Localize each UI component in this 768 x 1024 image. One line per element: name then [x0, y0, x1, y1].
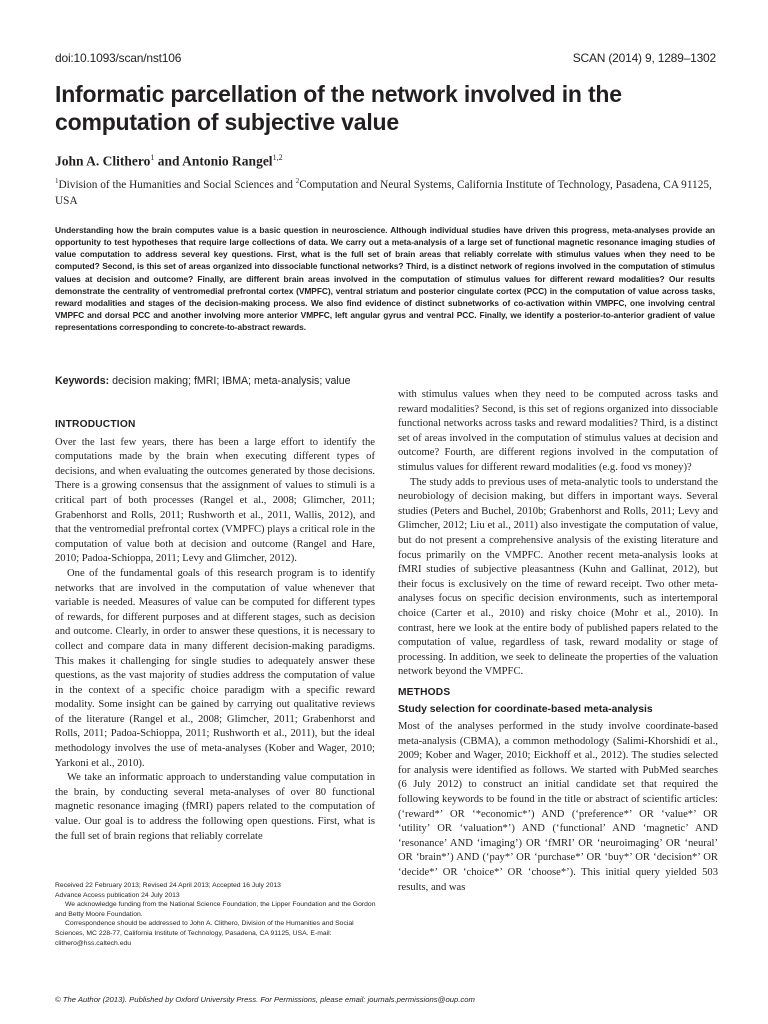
body-paragraph: with stimulus values when they need to be computed across tasks and reward modalities? Second, is this set of regions organized into dissociable functional networks across tasks and reward modalities? Third, is a distinct set of areas involved in the computation of stimulus values at decision and outcome? Fourth, are different regions involved in the computation of stimulus values for different reward modalities (e.g. food vs money)? [398, 389, 718, 473]
affiliation-text: Division of the Humanities and Social Sciences and [58, 178, 296, 191]
abstract: Understanding how the brain computes value is a basic question in neuroscience. Although individual studies have driven this progress, meta-analyses provide an opportunity to test hypotheses that require large collections of data. We carry out a meta-analysis of a large set of functional magnetic resonance imaging studies of value computation to address several key questions. First, what is the full set of brain areas that reliably correlate with stimulus values when they need to be computed? Second, is this set of areas organized into dissociable functional networks? Third, is a distinct network of regions involved in the computation of stimulus values at decision and outcome? Finally, are different brain areas involved in the computation of stimulus values for different reward modalities? Our results demonstrate the centrality of ventromedial prefrontal cortex (VMPFC), ventral striatum and posterior cingulate cortex (PCC) in the computation of value across tasks, reward modalities and stages of the decision-making process. We also find evidence of distinct subnetworks of co-activation within VMPFC, one involving central VMPFC and dorsal PCC and another involving more anterior VMPFC, left angular gyrus and ventral PCC. Finally, we identify a posterior-to-anterior gradient of value representations corresponding to concrete-to-abstract rewards. [55, 225, 715, 333]
keywords-label: Keywords: [55, 375, 110, 387]
section-heading-methods: METHODS [398, 686, 451, 698]
author-name: John A. Clithero [55, 153, 151, 169]
body-paragraph: One of the fundamental goals of this research program is to identify networks that are involved in the computation of value whenever that variable is needed. Measures of value can be computed for different types of rewards, for different purposes and at different stages, such as decision and outcome. Clearly, in order to answer these questions, it is necessary to collect and compare data in many different decision-making paradigms. This makes it challenging for single studies to adequately answer these questions, as the vast majority of studies address the computation of value in the context of a specific choice paradigm with a specific reward modality. Some insight can be gained by carrying out qualitative reviews of the literature (Rangel et al., 2008; Glimcher, 2011; Grabenhorst and Rolls, 2011; Padoa-Schioppa, 2011; Rushworth et al., 2011), but the ideal methodology involves the use of meta-analyses (Kober and Wager, 2010; Yarkoni et al., 2010). [55, 567, 375, 769]
affiliations [55, 173, 715, 209]
affiliation-text: Computation and Neural Systems, California Institute of Technology, Pasadena, CA 91125, USA [55, 178, 712, 207]
section-heading-introduction: INTRODUCTION [55, 419, 136, 430]
author-name: Antonio Rangel [182, 153, 273, 169]
funding-note: We acknowledge funding from the National Science Foundation, the Lipper Foundation and the Gordon and Betty Moore Foundation. [55, 901, 376, 918]
body-paragraph: Most of the analyses performed in the study involve coordinate-based meta-analysis (CBMA), a common methodology (Salimi-Khorshidi et al., 2009; Kober and Wager, 2010; Eickhoff et al., 2012). The studies selected for analysis were identified as follows. We started with PubMed searches (6 July 2012) to construct an initial candidate set that required the following keywords to be found in the title or abstract of scientific articles: (‘reward*’ OR ‘*economic*’) AND (‘preference*’ OR ‘value*’ OR ‘utility’ OR ‘valuation*’) AND (‘functional’ AND ‘magnetic’ AND ‘resonance’ AND ‘imaging’) OR ‘fMRI’ OR ‘neuroimaging’ OR ‘neural’ OR ‘brain*’) AND (‘pay*’ OR ‘purchase*’ OR ‘buy*’ OR ‘decision*’ OR ‘decide*’ OR ‘choice*’ OR ‘choose*’). This initial query yielded 503 results, and was [398, 721, 718, 893]
author-conjunction: and [154, 153, 183, 169]
right-column [398, 388, 718, 895]
advance-access: Advance Access publication 24 July 2013 [55, 891, 180, 899]
body-paragraph: Over the last few years, there has been a large effort to identify the computations made by the brain when executing different types of decisions, and when evaluating the outcomes generated by those decisions. There is a growing consensus that the assignment of values to stimuli is a critical part of both processes (Rangel et al., 2008; Glimcher, 2011; Grabenhorst and Rolls, 2011; Rushworth et al., 2011, Wallis, 2012), and that the ventromedial prefrontal cortex (VMPFC) plays a critical role in the computation of value both at decision and outcome (Rangel and Hare, 2010; Padoa-Schioppa, 2011; Levy and Glimcher, 2012). [55, 436, 375, 565]
author-affiliation-marker: 1,2 [272, 153, 283, 162]
affiliation-marker: 1 [55, 177, 59, 185]
doi-label: doi:10.1093/scan/nst106 [55, 51, 182, 65]
body-paragraph: The study adds to previous uses of meta-analytic tools to understand the neurobiology of decision making, but differs in important ways. Several studies (Peters and Buchel, 2010b; Grabenhorst and Rolls, 2011; Levy and Glimcher, 2012; Liu et al., 2011) also investigate the computation of value, but do not present a comprehensive analysis of the existing literature and focus primarily on the VMPFC. Another recent meta-analysis looks at fMRI studies of subjective pleasantness (Kuhn and Gallinat, 2012), but their focus is exclusively on the time of reward receipt. Two other meta-analyses focus on specific decision environments, such as intertemporal choice (Carter et al., 2010) and risky choice (Mohr et al., 2010). In contrast, here we look at the entire body of published papers related to the computation of value, regardless of task, reward modality or stage of processing. In addition, we seek to delineate the properties of the valuation network beyond the VMPFC. [398, 476, 718, 678]
body-paragraph: We take an informatic approach to understanding value computation in the brain, by conducting several meta-analyses of over 80 functional magnetic resonance imaging (fMRI) papers related to the computation of value. Our goal is to address the following open questions. First, what is the full set of brain regions that reliably correlate [55, 772, 375, 842]
author-list [55, 153, 283, 170]
copyright-line: © The Author (2013). Published by Oxford University Press. For Permissions, please email: journals.permissions@oup.com [55, 995, 475, 1004]
author-affiliation-marker: 1 [150, 153, 155, 162]
article-title: Informatic parcellation of the network involved in the computation of subjective value [55, 81, 622, 135]
keywords-text: decision making; fMRI; IBMA; meta-analysis; value [109, 375, 351, 387]
footnotes [55, 881, 380, 948]
subsection-heading: Study selection for coordinate-based meta-analysis [398, 704, 653, 716]
correspondence-note: Correspondence should be addressed to John A. Clithero, Division of the Humanities and Social Sciences, MC 228-77, California Institute of Technology, Pasadena, CA 91125, USA. E-mail: clithero@hss.caltech.edu [55, 920, 354, 947]
affiliation-marker: 2 [295, 177, 300, 185]
keywords [55, 375, 351, 387]
left-column [55, 418, 375, 844]
journal-citation: SCAN (2014) 9, 1289–1302 [572, 51, 716, 65]
received-dates: Received 22 February 2013; Revised 24 April 2013; Accepted 16 July 2013 [55, 882, 281, 889]
